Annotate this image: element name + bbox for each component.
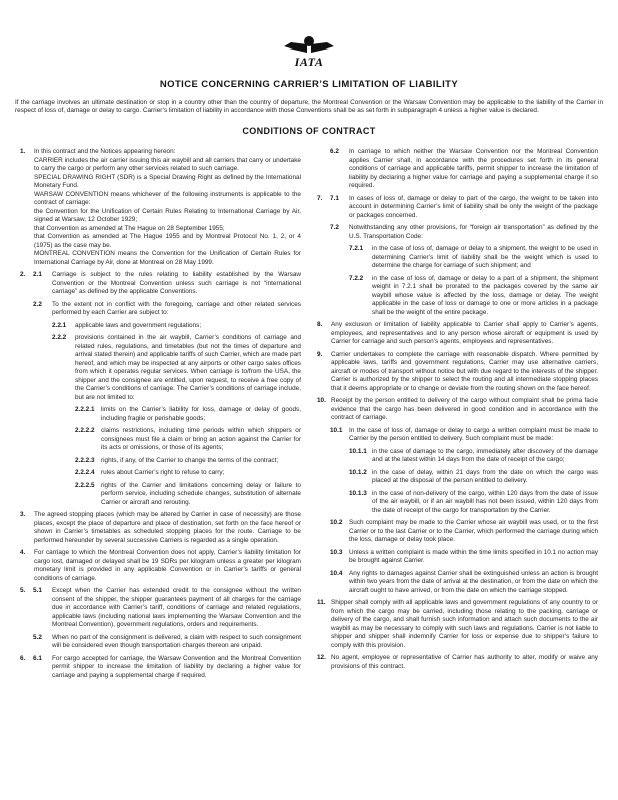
item-paragraph: Such complaint may be made to the Carrier whose air waybill was used, or to the first Carrier or to the last Carrier or to the Carrier, which performed the carriage during which the loss, damage or delay took place. (349, 519, 598, 544)
contract-item (316, 321, 598, 347)
item-number: 2.2.2.3 (75, 456, 95, 464)
contract-item (316, 245, 598, 271)
contract-item (19, 301, 301, 318)
item-text (349, 224, 598, 241)
item-paragraph: the Convention for the Unification of Certain Rules Relating to International Carriage by Air, signed at Warsaw, 12 October 1929; (34, 207, 301, 224)
item-number: 12. (317, 654, 326, 662)
contract-item (19, 406, 301, 423)
contract-item (316, 351, 598, 394)
item-paragraph: The agreed stopping places (which may be altered by Carrier in case of necessity) are those places, except the place of departure and place of destination, set forth on the face hereof or shown in Carrier’s timetables as scheduled stopping places for the route. Carriage to be performed hereunder by several successive Carriers is regarded as a single operation. (34, 511, 301, 544)
item-text (34, 148, 301, 267)
item-text (52, 271, 301, 297)
item-number: 10.4 (330, 569, 343, 577)
item-number: 10. (317, 397, 326, 405)
contract-item (316, 570, 598, 596)
item-paragraph: in the case of delay, within 21 days from the date on which the cargo was placed at the disposal of the person entitled to delivery. (372, 468, 598, 485)
item-paragraph: in the case of loss of, damage or delay to a shipment, the weight to be used in determining Carrier’s limit of liability shall be the weight which is used to determine the charge for carriage of such shipment; and (372, 245, 598, 270)
item-number: 7.2.2 (349, 274, 364, 282)
item-paragraph: Receipt by the person entitled to delivery of the cargo without complaint shall be prima facie evidence that the cargo has been delivered in good condition and in accordance with the contract of carriage. (331, 397, 598, 422)
item-text (101, 482, 301, 508)
contract-item (316, 490, 598, 516)
item-paragraph: in the case of damage to the cargo, immediately after discovery of the damage and at the latest within 14 days from the date of receipt of the cargo; (372, 447, 598, 464)
item-paragraph: In carriage to which neither the Warsaw Convention nor the Montreal Convention applies Carrier shall, in accordance with the procedures set forth in its general conditions of carriage and applicable tariffs, permit shipper to increase the limitation of liability by declaring a higher value for carriage and paying a supplemental charge if so required. (349, 148, 598, 190)
item-text (372, 275, 598, 318)
contract-item (316, 148, 598, 191)
item-outer-number: 5. (20, 587, 26, 595)
item-paragraph: In the case of loss of, damage or delay to cargo a written complaint must be made to Carrier by the person entitled to delivery. Such complaint must be made: (349, 426, 598, 443)
contract-item (19, 427, 301, 453)
item-text (75, 334, 301, 402)
contract-item (19, 148, 301, 267)
item-paragraph: For cargo accepted for carriage, the Warsaw Convention and the Montreal Convention permit shipper to increase the limitation of liability by declaring a higher value for carriage and paying a supplemental charge if required. (52, 654, 301, 679)
contract-item (316, 448, 598, 465)
item-text (372, 245, 598, 271)
item-text (34, 549, 301, 583)
item-number: 9. (317, 350, 323, 358)
item-text (372, 469, 598, 486)
item-paragraph: provisions contained in the air waybill, Carrier’s conditions of carriage and related rules, regulations, and timetables (but not the times of departure and arrival stated therein) and applicable tariffs of such Carrier, which are made part hereof, and which may be inspected at any airports or other cargo sales offices from which it operates regular services. When carriage is to/from the USA, the shipper and the consignee are entitled, upon request, to receive a free copy of the Carrier’s conditions of carriage. The Carrier’s conditions of carriage include, but are not limited to: (75, 334, 301, 401)
iata-logo-text: IATA (294, 55, 324, 69)
item-paragraph: rights, if any, of the Carrier to change the terms of the contract; (101, 456, 279, 464)
item-paragraph: Shipper shall comply with all applicable laws and government regulations of any country to or from which the cargo may be carried, including those relating to the packing, carriage or delivery of the cargo, and shall furnish such information and attach such documents to the air waybill as may be necessary to comply with such laws and regulations. Carrier is not liable to shipper and shipper shall indemnify Carrier for loss or expense due to shipper’s failure to comply with this provision. (331, 599, 598, 649)
item-number: 2.2.2 (52, 334, 67, 342)
item-paragraph: Any rights to damages against Carrier shall be extinguished unless an action is brought within two years from the date of arrival at the destination, or from the date on which the aircraft ought to have arrived, or from the date on which the carriage stopped. (349, 569, 598, 594)
item-outer-number: 7. (317, 194, 323, 202)
item-text (52, 587, 301, 630)
item-number: 2.2.2.2 (75, 427, 95, 435)
item-number: 11. (317, 599, 326, 607)
item-text (349, 195, 598, 221)
item-text (331, 654, 598, 671)
item-text (349, 570, 598, 596)
item-paragraph: in the case of loss of, damage or delay to a part of a shipment, the shipment weight in 7.2.1 shall be prorated to the packages covered by the same air waybill whose value is affected by the loss, damage or delay. The weight applicable in the case of loss or damage to one or more articles in a package shall be the weight of the entire package. (372, 274, 598, 316)
item-text (331, 351, 598, 394)
item-text (101, 406, 301, 423)
contract-item (316, 519, 598, 545)
item-paragraph: applicable laws and government regulations; (75, 321, 202, 329)
item-text (349, 427, 598, 444)
item-text (52, 634, 301, 651)
contract-item (19, 457, 301, 466)
item-number: 5.2 (33, 633, 42, 641)
item-number: 10.2 (330, 519, 343, 527)
contract-item (19, 587, 301, 630)
item-text (372, 448, 598, 465)
item-paragraph: Carriage is subject to the rules relating to liability established by the Warsaw Convention or the Montreal Convention unless such carriage is not “international carriage” as defined by the applicable Conventions. (52, 271, 301, 296)
iata-logo (0, 0, 618, 72)
item-paragraph: CARRIER includes the air carrier issuing this air waybill and all carriers that carry or undertake to carry the cargo or perform any other services related to such carriage. (34, 156, 301, 173)
item-number: 10.1.2 (349, 468, 367, 476)
item-number: 7.2.1 (349, 245, 364, 253)
item-paragraph: WARSAW CONVENTION means whichever of the following instruments is applicable to the contract of carriage: (34, 190, 301, 207)
notice-paragraph: If the carriage involves an ultimate destination or stop in a country other than the country of departure, the Montreal Convention or the Warsaw Convention may be applicable to the liability of the Carrier in respect of loss of, damage or delay to cargo. Carrier’s limitation of liability in accordance with those Conventions shall be as set forth in subparagraph 4 unless a higher value is declared. (15, 99, 603, 115)
item-number: 2.1 (33, 271, 42, 279)
item-text (349, 519, 598, 545)
contract-item (316, 195, 598, 221)
item-paragraph: When no part of the consignment is delivered, a claim with respect to such consignment will be considered even though transportation charges thereon are unpaid. (52, 633, 301, 650)
item-paragraph: Any exclusion or limitation of liability applicable to Carrier shall apply to Carrier’s agents, employees, and representatives and to any person whose aircraft or equipment is used by Carrier for carriage and such person’s agents, employees and representatives. (331, 321, 598, 346)
item-number: 4. (20, 549, 26, 557)
item-number: 10.1 (330, 426, 343, 434)
notice-title: NOTICE CONCERNING CARRIER’S LIMITATION OF LIABILITY (159, 79, 459, 90)
item-paragraph: Except when the Carrier has extended credit to the consignee without the written consent of the shipper, the shipper guarantees payment of all charges for the carriage due in accordance with Carrier’s tariff, conditions of carriage and related regulations, applicable laws (including national laws implementing the Warsaw Convention and the Montreal Convention), government regulations, orders and requirements. (52, 587, 301, 629)
item-paragraph: limits on the Carrier’s liability for loss, damage or delay of goods, including fragile or perishable goods; (101, 406, 301, 422)
contract-item (19, 549, 301, 583)
contract-item (316, 427, 598, 444)
contract-item (316, 654, 598, 671)
item-number: 10.3 (330, 548, 343, 556)
item-text (331, 321, 598, 347)
contract-title: CONDITIONS OF CONTRACT (242, 126, 376, 137)
item-number: 2.2 (33, 300, 42, 308)
item-paragraph: MONTREAL CONVENTION means the Convention for the Unification of Certain Rules for International Carriage by Air, done at Montreal on 28 May 1999. (34, 250, 301, 266)
item-number: 5.1 (33, 587, 42, 595)
item-number: 2.2.2.1 (75, 406, 95, 414)
item-text (52, 301, 301, 318)
item-paragraph: In cases of loss of, damage or delay to part of the cargo, the weight to be taken into account in determining Carrier’s limit of liability shall be only the weight of the package or packages concerned. (349, 194, 598, 219)
item-text (101, 457, 301, 466)
contract-item (19, 482, 301, 508)
item-paragraph: in the case of non-delivery of the cargo, within 120 days from the date of issue of the air waybill, or if an air waybill has not been issued, within 120 days from the date of receipt of the cargo for transportation by the Carrier. (372, 489, 598, 514)
item-paragraph: SPECIAL DRAWING RIGHT (SDR) is a Special Drawing Right as defined by the International Monetary Fund. (34, 173, 301, 190)
item-paragraph: Notwithstanding any other provisions, for “foreign air transportation” as defined by the U.S. Transportation Code: (349, 224, 598, 240)
contract-item (19, 322, 301, 331)
contract-item (316, 397, 598, 423)
contract-item (19, 469, 301, 478)
item-text (75, 322, 301, 331)
item-number: 10.1.1 (349, 447, 367, 455)
item-number: 10.1.3 (349, 489, 367, 497)
item-number: 2.2.2.5 (75, 481, 95, 489)
contract-item (316, 469, 598, 486)
item-paragraph: Unless a written complaint is made within the time limits specified in 10.1 no action may be brought against Carrier. (349, 548, 598, 565)
item-paragraph: To the extent not in conflict with the foregoing, carriage and other related services performed by each Carrier are subject to: (52, 300, 301, 317)
contract-item (316, 275, 598, 318)
contract-item (19, 271, 301, 297)
item-number: 3. (20, 511, 26, 519)
contract-item (19, 511, 301, 545)
item-number: 8. (317, 321, 323, 329)
item-paragraph: that Convention as amended at The Hague 1955 and by Montreal Protocol No. 1, 2, or 4 (1975) as the case may be. (34, 233, 301, 249)
item-paragraph: rights of the Carrier and limitations concerning delay or failure to perform service, including schedule changes, substitution of alternate Carrier or aircraft and rerouting. (101, 481, 301, 506)
item-number: 1. (20, 148, 26, 156)
item-text (331, 397, 598, 423)
item-outer-number: 2. (20, 271, 26, 279)
right-column (316, 148, 598, 675)
item-text (101, 469, 301, 478)
item-paragraph: claims restrictions, including time periods within which shippers or consignees must file a claim or bring an action against the Carrier for its acts or omissions, or those of its agents; (101, 427, 301, 452)
item-number: 2.2.2.4 (75, 469, 95, 477)
contract-item (316, 224, 598, 241)
item-number: 7.2 (330, 224, 339, 232)
left-column (19, 148, 301, 684)
item-text (101, 427, 301, 453)
item-text (372, 490, 598, 516)
item-paragraph: In this contract and the Notices appearing hereon: (34, 148, 176, 156)
item-number: 7.1 (330, 194, 339, 202)
contract-columns (0, 148, 618, 684)
item-text (349, 549, 598, 566)
item-paragraph: No agent, employee or representative of Carrier has authority to alter, modify or waive any provisions of this contract. (331, 654, 598, 670)
item-number: 2.2.1 (52, 321, 67, 329)
item-text (349, 148, 598, 191)
iata-wings-icon (281, 34, 337, 72)
item-number: 6.2 (330, 148, 339, 156)
item-outer-number: 6. (20, 654, 26, 662)
contract-item (316, 599, 598, 650)
contract-item (19, 634, 301, 651)
item-paragraph: For carriage to which the Montreal Convention does not apply, Carrier’s liability limitation for cargo lost, damaged or delayed shall be 19 SDRs per kilogram unless a greater per kilogram monetary limit is provided in any applicable Convention or in Carrier’s tariffs or general conditions of carriage. (34, 549, 301, 582)
item-number: 6.1 (33, 654, 42, 662)
item-paragraph: rules about Carrier’s right to refuse to carry; (101, 469, 225, 477)
contract-item (19, 334, 301, 402)
contract-item (19, 655, 301, 681)
item-paragraph: that Convention as amended at The Hague on 28 September 1955; (34, 224, 225, 232)
contract-item (316, 549, 598, 566)
item-text (34, 511, 301, 545)
item-text (331, 599, 598, 650)
item-text (52, 655, 301, 681)
item-paragraph: Carrier undertakes to complete the carriage with reasonable dispatch. Where permitted by applicable laws, tariffs and government regulations, Carrier may use alternative carriers, aircraft or modes of transport without notice but with due regard to the interests of the shipper. Carrier is authorized by the shipper to select the routing and all intermediate stopping places that it deems appropriate or to change or deviate from the routing shown on the face hereof. (331, 350, 598, 392)
